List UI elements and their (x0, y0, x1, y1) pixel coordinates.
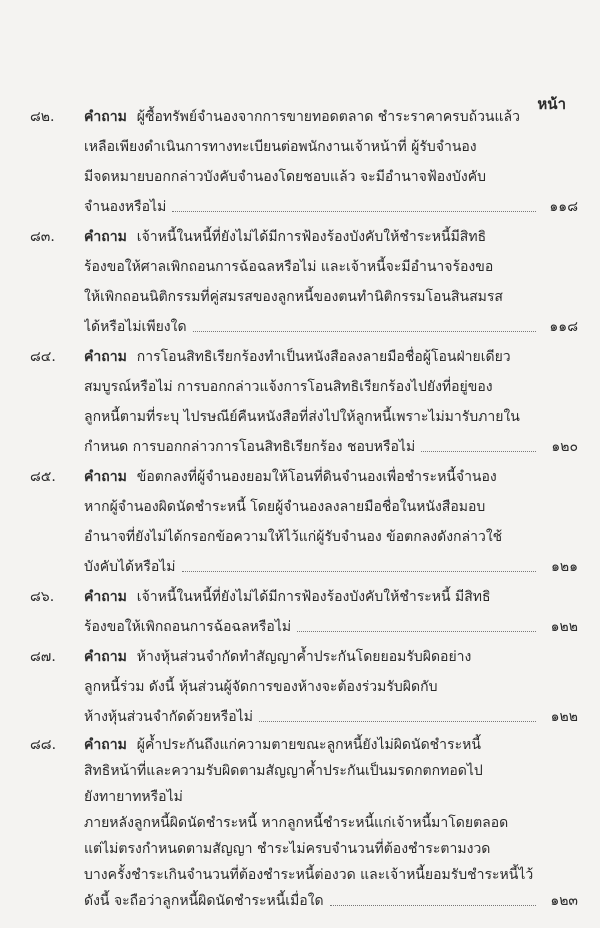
entry-line: บางครั้งชำระเกินจำนวนที่ต้องชำระหนี้ต่องวด และเจ้าหนี้ยอมรับชำระหนี้ไว้ (84, 867, 534, 883)
entry-keyword: คำถาม (84, 737, 127, 753)
page-column-header: หน้า (537, 95, 566, 113)
dot-leader (172, 192, 536, 212)
entry-line: กำหนด การบอกกล่าวการโอนสิทธิเรียกร้อง ชอบหรือไม่ (84, 439, 416, 455)
entry-number: ๘๗. (30, 649, 56, 665)
entry-line: ผู้ค้ำประกันถึงแก่ความตายขณะลูกหนี้ยังไม่ผิดนัดชำระหนี้ (136, 737, 481, 753)
entry-line: จำนองหรือไม่ (84, 199, 167, 215)
entry-number: ๘๖. (30, 589, 55, 605)
entry-number: ๘๓. (30, 229, 55, 245)
toc-entry (30, 582, 578, 642)
entry-page-number: ๑๑๘ (549, 199, 578, 215)
toc-entry (30, 342, 578, 462)
entry-line: สิทธิหน้าที่และความรับผิดตามสัญญาค้ำประกันเป็นมรดกตกทอดไป (84, 763, 483, 779)
entry-line: ร้องขอให้เพิกถอนการฉ้อฉลหรือไม่ (84, 619, 292, 635)
dot-leader (193, 312, 536, 332)
entry-line: ลูกหนี้ร่วม ดังนี้ หุ้นส่วนผู้จัดการของห้างจะต้องร่วมรับผิดกับ (84, 679, 438, 695)
toc-entry (30, 102, 578, 222)
dot-leader (330, 888, 536, 906)
dot-leader (259, 702, 536, 722)
entry-keyword: คำถาม (84, 469, 127, 485)
entry-line: เจ้าหนี้ในหนี้ที่ยังไม่ได้มีการฟ้องร้องบังคับให้ชำระหนี้มีสิทธิ (136, 229, 487, 245)
entry-line: บังคับได้หรือไม่ (84, 559, 176, 575)
entry-number: ๘๔. (30, 349, 56, 365)
dot-leader (182, 552, 536, 572)
entry-line: ดังนี้ จะถือว่าลูกหนี้ผิดนัดชำระหนี้เมื่อใด (84, 893, 324, 909)
entry-line: ลูกหนี้ตามที่ระบุ ไปรษณีย์คืนหนังสือที่ส่งไปให้ลูกหนี้เพราะไม่มารับภายใน (84, 409, 520, 425)
toc-entry (30, 642, 578, 732)
entry-keyword: คำถาม (84, 109, 127, 125)
entry-line: ได้หรือไม่เพียงใด (84, 319, 187, 335)
entry-line: เหลือเพียงดำเนินการทางทะเบียนต่อพนักงานเจ้าหน้าที่ ผู้รับจำนอง (84, 139, 477, 155)
toc-entry (30, 462, 578, 582)
entry-line: ให้เพิกถอนนิติกรรมที่คู่สมรสของลูกหนี้ของตนทำนิติกรรมโอนสินสมรส (84, 289, 503, 305)
entry-number: ๘๘. (30, 737, 57, 753)
entry-line: เจ้าหนี้ในหนี้ที่ยังไม่ได้มีการฟ้องร้องบังคับให้ชำระหนี้ มีสิทธิ (136, 589, 491, 605)
entry-keyword: คำถาม (84, 649, 127, 665)
entry-page-number: ๑๒๒ (550, 619, 578, 635)
entry-line: ห้างหุ้นส่วนจำกัดด้วยหรือไม่ (84, 709, 253, 725)
entry-page-number: ๑๒๓ (550, 893, 578, 909)
entry-line: สมบูรณ์หรือไม่ การบอกกล่าวแจ้งการโอนสิทธิเรียกร้องไปยังที่อยู่ของ (84, 379, 493, 395)
dot-leader (297, 612, 536, 632)
entry-line: แต่ไม่ตรงกำหนดตามสัญญา ชำระไม่ครบจำนวนที่ต้องชำระตามงวด (84, 841, 491, 857)
entry-line: ห้างหุ้นส่วนจำกัดทำสัญญาค้ำประกันโดยยอมรับผิดอย่าง (136, 649, 472, 665)
entry-line: ผู้ซื้อทรัพย์จำนองจากการขายทอดตลาด ชำระราคาครบถ้วนแล้ว (136, 109, 520, 125)
entry-keyword: คำถาม (84, 229, 127, 245)
entry-line: อำนาจที่ยังไม่ได้กรอกข้อความให้ไว้แก่ผู้รับจำนอง ข้อตกลงดังกล่าวใช้ (84, 529, 503, 545)
entry-line: หากผู้จำนองผิดนัดชำระหนี้ โดยผู้จำนองลงลายมือชื่อในหนังสือมอบ (84, 499, 486, 515)
entry-line: ยังทายาทหรือไม่ (84, 789, 183, 805)
entry-number: ๘๒. (30, 109, 55, 125)
entry-line: ข้อตกลงที่ผู้จำนองยอมให้โอนที่ดินจำนองเพื่อชำระหนี้จำนอง (136, 469, 497, 485)
entry-page-number: ๑๒๒ (550, 709, 578, 725)
entry-number: ๘๕. (30, 469, 56, 485)
entry-keyword: คำถาม (84, 589, 127, 605)
entry-page-number: ๑๒๐ (551, 439, 578, 455)
dot-leader (421, 432, 536, 452)
entry-page-number: ๑๑๘ (549, 319, 578, 335)
entry-line: ภายหลังลูกหนี้ผิดนัดชำระหนี้ หากลูกหนี้ชำระหนี้แก่เจ้าหนี้มาโดยตลอด (84, 815, 509, 831)
entry-page-number: ๑๒๑ (550, 559, 578, 575)
toc-entry (30, 222, 578, 342)
toc-entry (30, 732, 578, 914)
entry-line: มีจดหมายบอกกล่าวบังคับจำนองโดยชอบแล้ว จะมีอำนาจฟ้องบังคับ (84, 169, 486, 185)
entry-line: ร้องขอให้ศาลเพิกถอนการฉ้อฉลหรือไม่ และเจ้าหนี้จะมีอำนาจร้องขอ (84, 259, 494, 275)
entry-keyword: คำถาม (84, 349, 127, 365)
entry-line: การโอนสิทธิเรียกร้องทำเป็นหนังสือลงลายมือชื่อผู้โอนฝ่ายเดียว (136, 349, 511, 365)
